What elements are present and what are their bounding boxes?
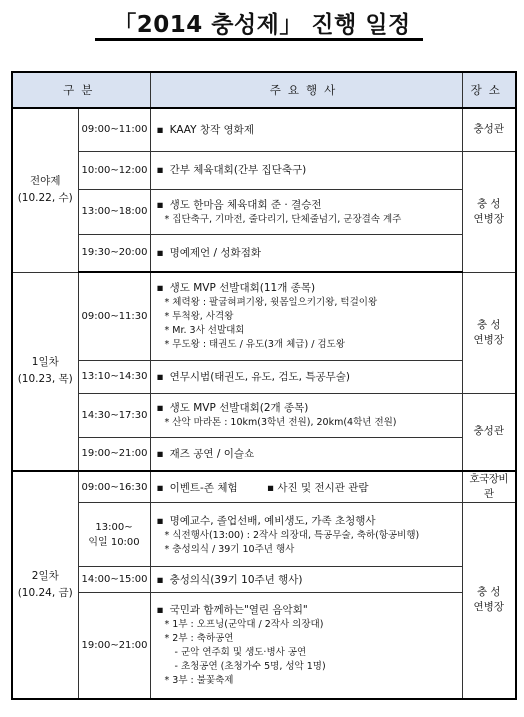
time-start: 13:00~: [95, 521, 133, 533]
place-cell: [462, 151, 516, 272]
time-cell: 09:00~11:00: [78, 108, 150, 151]
event-cell: [150, 567, 462, 593]
place-cell: [462, 503, 516, 699]
event-cell: [150, 108, 462, 151]
event-sub: * 3부 : 불꽃축제: [164, 675, 234, 687]
day-2: [12, 471, 78, 699]
event-main: ▪ 생도 한마음 체육대회 준 · 결승전: [157, 197, 459, 213]
day-name: 전야제: [30, 175, 61, 188]
time-cell: 13:10~14:30: [78, 360, 150, 393]
event-sub: * 체력왕 : 팔굽혀펴기왕, 윗몸일으키기왕, 턱걸이왕: [164, 297, 378, 309]
event-sub: * 산악 마라톤 : 10km(3학년 전원), 20km(4학년 전원): [164, 417, 397, 428]
day-name: 1일차: [31, 356, 59, 369]
place-cell: 호국장비관: [462, 471, 516, 503]
place-text: 충 성 연병장: [473, 197, 504, 225]
page-title: 「2014 충성제」 진행 일정: [113, 12, 411, 38]
day-date: (10.22, 수): [17, 192, 73, 205]
event-main: ▪ 생도 MVP 선발대회(2개 종목): [157, 400, 459, 416]
event-sub: * 투척왕, 사격왕: [164, 311, 234, 323]
event-cell: [150, 189, 462, 234]
time-cell: 09:00~16:30: [78, 471, 150, 503]
event-main: ▪ 생도 MVP 선발대회(11개 종목): [157, 280, 459, 296]
time-cell: 19:00~21:00: [78, 437, 150, 471]
header-place: 장소: [462, 72, 516, 108]
event-sub: * 집단축구, 기마전, 줄다리기, 단체줄넘기, 군장결속 계주: [164, 213, 402, 225]
time-cell: 13:00~18:00: [78, 189, 150, 234]
event-cell: [150, 593, 462, 699]
time-cell: 19:00~21:00: [78, 593, 150, 699]
place-text: 충 성 연병장: [473, 586, 504, 614]
day-name: 2일차: [31, 569, 59, 582]
event-main: ▪ 연무시범(태권도, 유도, 검도, 특공무술): [157, 369, 459, 385]
time-cell: [78, 503, 150, 567]
event-cell: [150, 272, 462, 360]
event-cell: [150, 437, 462, 471]
event-sub: * 식전행사(13:00) : 2작사 의장대, 특공무술, 축하(항공비행): [164, 529, 420, 541]
event-cell: [150, 151, 462, 189]
title-underline: [95, 38, 423, 41]
event-sub: * Mr. 3사 선발대회: [164, 325, 245, 337]
event-sub: * 2부 : 축하공연: [164, 633, 234, 645]
time-cell: 19:30~20:00: [78, 234, 150, 272]
event-main: ▪ 국민과 함께하는"열린 음악회": [157, 602, 459, 618]
event-cell: [150, 393, 462, 437]
time-cell: 14:00~15:00: [78, 567, 150, 593]
event-main-2: ▪ 사진 및 전시관 관람: [266, 481, 369, 494]
day-date: (10.23, 목): [17, 373, 73, 386]
event-sub: - 초청공연 (초청가수 5명, 성악 1명): [174, 661, 326, 673]
time-cell: 10:00~12:00: [78, 151, 150, 189]
event-sub: - 군악 연주회 및 생도·병사 공연: [174, 647, 307, 659]
event-main: ▪ 명예교수, 졸업선배, 예비생도, 가족 초청행사: [157, 513, 459, 529]
header-events: 주요행사: [150, 72, 462, 108]
event-main: ▪ 충성의식(39기 10주년 행사): [157, 572, 459, 588]
event-cell: [150, 503, 462, 567]
event-sub: * 무도왕 : 태권도 / 유도(3개 체급) / 검도왕: [164, 339, 345, 351]
time-cell: 14:30~17:30: [78, 393, 150, 437]
time-cell: 09:00~11:30: [78, 272, 150, 360]
place-cell: 충성관: [462, 393, 516, 471]
event-main: ▪ 이벤트-존 체험: [157, 482, 238, 494]
event-sub: * 1부 : 오프닝(군악대 / 2작사 의장대): [164, 619, 324, 631]
schedule-table: [11, 71, 517, 700]
header-category: 구분: [12, 72, 150, 108]
event-main: ▪ 재즈 공연 / 이슬쇼: [157, 446, 459, 462]
event-main: ▪ KAAY 창작 영화제: [157, 122, 459, 138]
event-sub: * 충성의식 / 39기 10주년 행사: [164, 543, 295, 555]
day-1: [12, 272, 78, 471]
event-main: ▪ 간부 체육대회(간부 집단축구): [157, 162, 459, 178]
place-cell: [462, 272, 516, 393]
day-eve: [12, 108, 78, 272]
place-cell: 충성관: [462, 108, 516, 151]
place-text: 충 성 연병장: [473, 318, 504, 346]
day-date: (10.24, 금): [17, 586, 73, 599]
event-main: ▪ 명예제언 / 성화점화: [157, 245, 459, 261]
event-cell: [150, 234, 462, 272]
event-cell: [150, 471, 462, 503]
time-end: 익일 10:00: [88, 536, 140, 548]
event-cell: [150, 360, 462, 393]
